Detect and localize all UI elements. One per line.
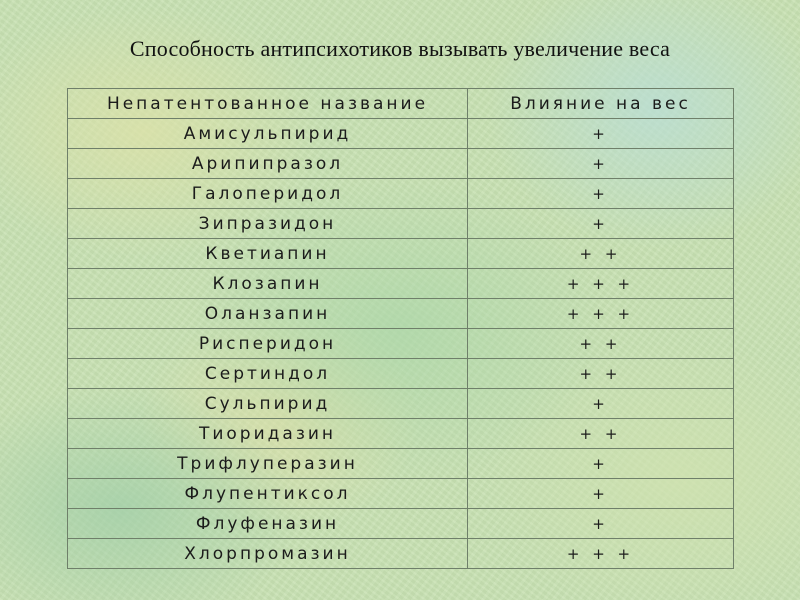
weight-effect-cell: + + + bbox=[468, 299, 734, 329]
table-row bbox=[68, 179, 734, 209]
weight-effect-cell: + bbox=[468, 149, 734, 179]
drug-name-cell: Тиоридазин bbox=[68, 419, 468, 449]
drug-name-cell: Хлорпромазин bbox=[68, 539, 468, 569]
table-row bbox=[68, 209, 734, 239]
drug-name-cell: Флупентиксол bbox=[68, 479, 468, 509]
weight-effect-cell: + + bbox=[468, 419, 734, 449]
weight-effect-cell: + bbox=[468, 389, 734, 419]
table-row bbox=[68, 239, 734, 269]
drug-name-cell: Клозапин bbox=[68, 269, 468, 299]
weight-effect-cell: + bbox=[468, 509, 734, 539]
drug-name-cell: Сертиндол bbox=[68, 359, 468, 389]
table-row bbox=[68, 269, 734, 299]
weight-gain-table bbox=[67, 88, 734, 569]
table-row bbox=[68, 389, 734, 419]
drug-name-cell: Галоперидол bbox=[68, 179, 468, 209]
drug-name-cell: Оланзапин bbox=[68, 299, 468, 329]
column-header-name: Непатентованное название bbox=[68, 89, 468, 119]
drug-name-cell: Рисперидон bbox=[68, 329, 468, 359]
page-title: Способность антипсихотиков вызывать увеличение веса bbox=[129, 36, 671, 61]
drug-name-cell: Кветиапин bbox=[68, 239, 468, 269]
table-row bbox=[68, 329, 734, 359]
weight-effect-cell: + + bbox=[468, 329, 734, 359]
drug-name-cell: Амисульпирид bbox=[68, 119, 468, 149]
table-row bbox=[68, 149, 734, 179]
table-row bbox=[68, 509, 734, 539]
table-row bbox=[68, 479, 734, 509]
weight-effect-cell: + + + bbox=[468, 269, 734, 299]
drug-name-cell: Флуфеназин bbox=[68, 509, 468, 539]
table-row bbox=[68, 539, 734, 569]
weight-effect-cell: + bbox=[468, 179, 734, 209]
weight-effect-cell: + + + bbox=[468, 539, 734, 569]
drug-name-cell: Сульпирид bbox=[68, 389, 468, 419]
table-row bbox=[68, 449, 734, 479]
weight-effect-cell: + bbox=[468, 119, 734, 149]
weight-effect-cell: + bbox=[468, 209, 734, 239]
drug-name-cell: Арипипразол bbox=[68, 149, 468, 179]
table-row bbox=[68, 119, 734, 149]
table-row bbox=[68, 419, 734, 449]
weight-effect-cell: + bbox=[468, 449, 734, 479]
weight-effect-cell: + bbox=[468, 479, 734, 509]
drug-name-cell: Зипразидон bbox=[68, 209, 468, 239]
table-row bbox=[68, 299, 734, 329]
table-header-row bbox=[68, 89, 734, 119]
column-header-effect: Влияние на вес bbox=[468, 89, 734, 119]
table-row bbox=[68, 359, 734, 389]
weight-effect-cell: + + bbox=[468, 239, 734, 269]
weight-effect-cell: + + bbox=[468, 359, 734, 389]
drug-name-cell: Трифлуперазин bbox=[68, 449, 468, 479]
